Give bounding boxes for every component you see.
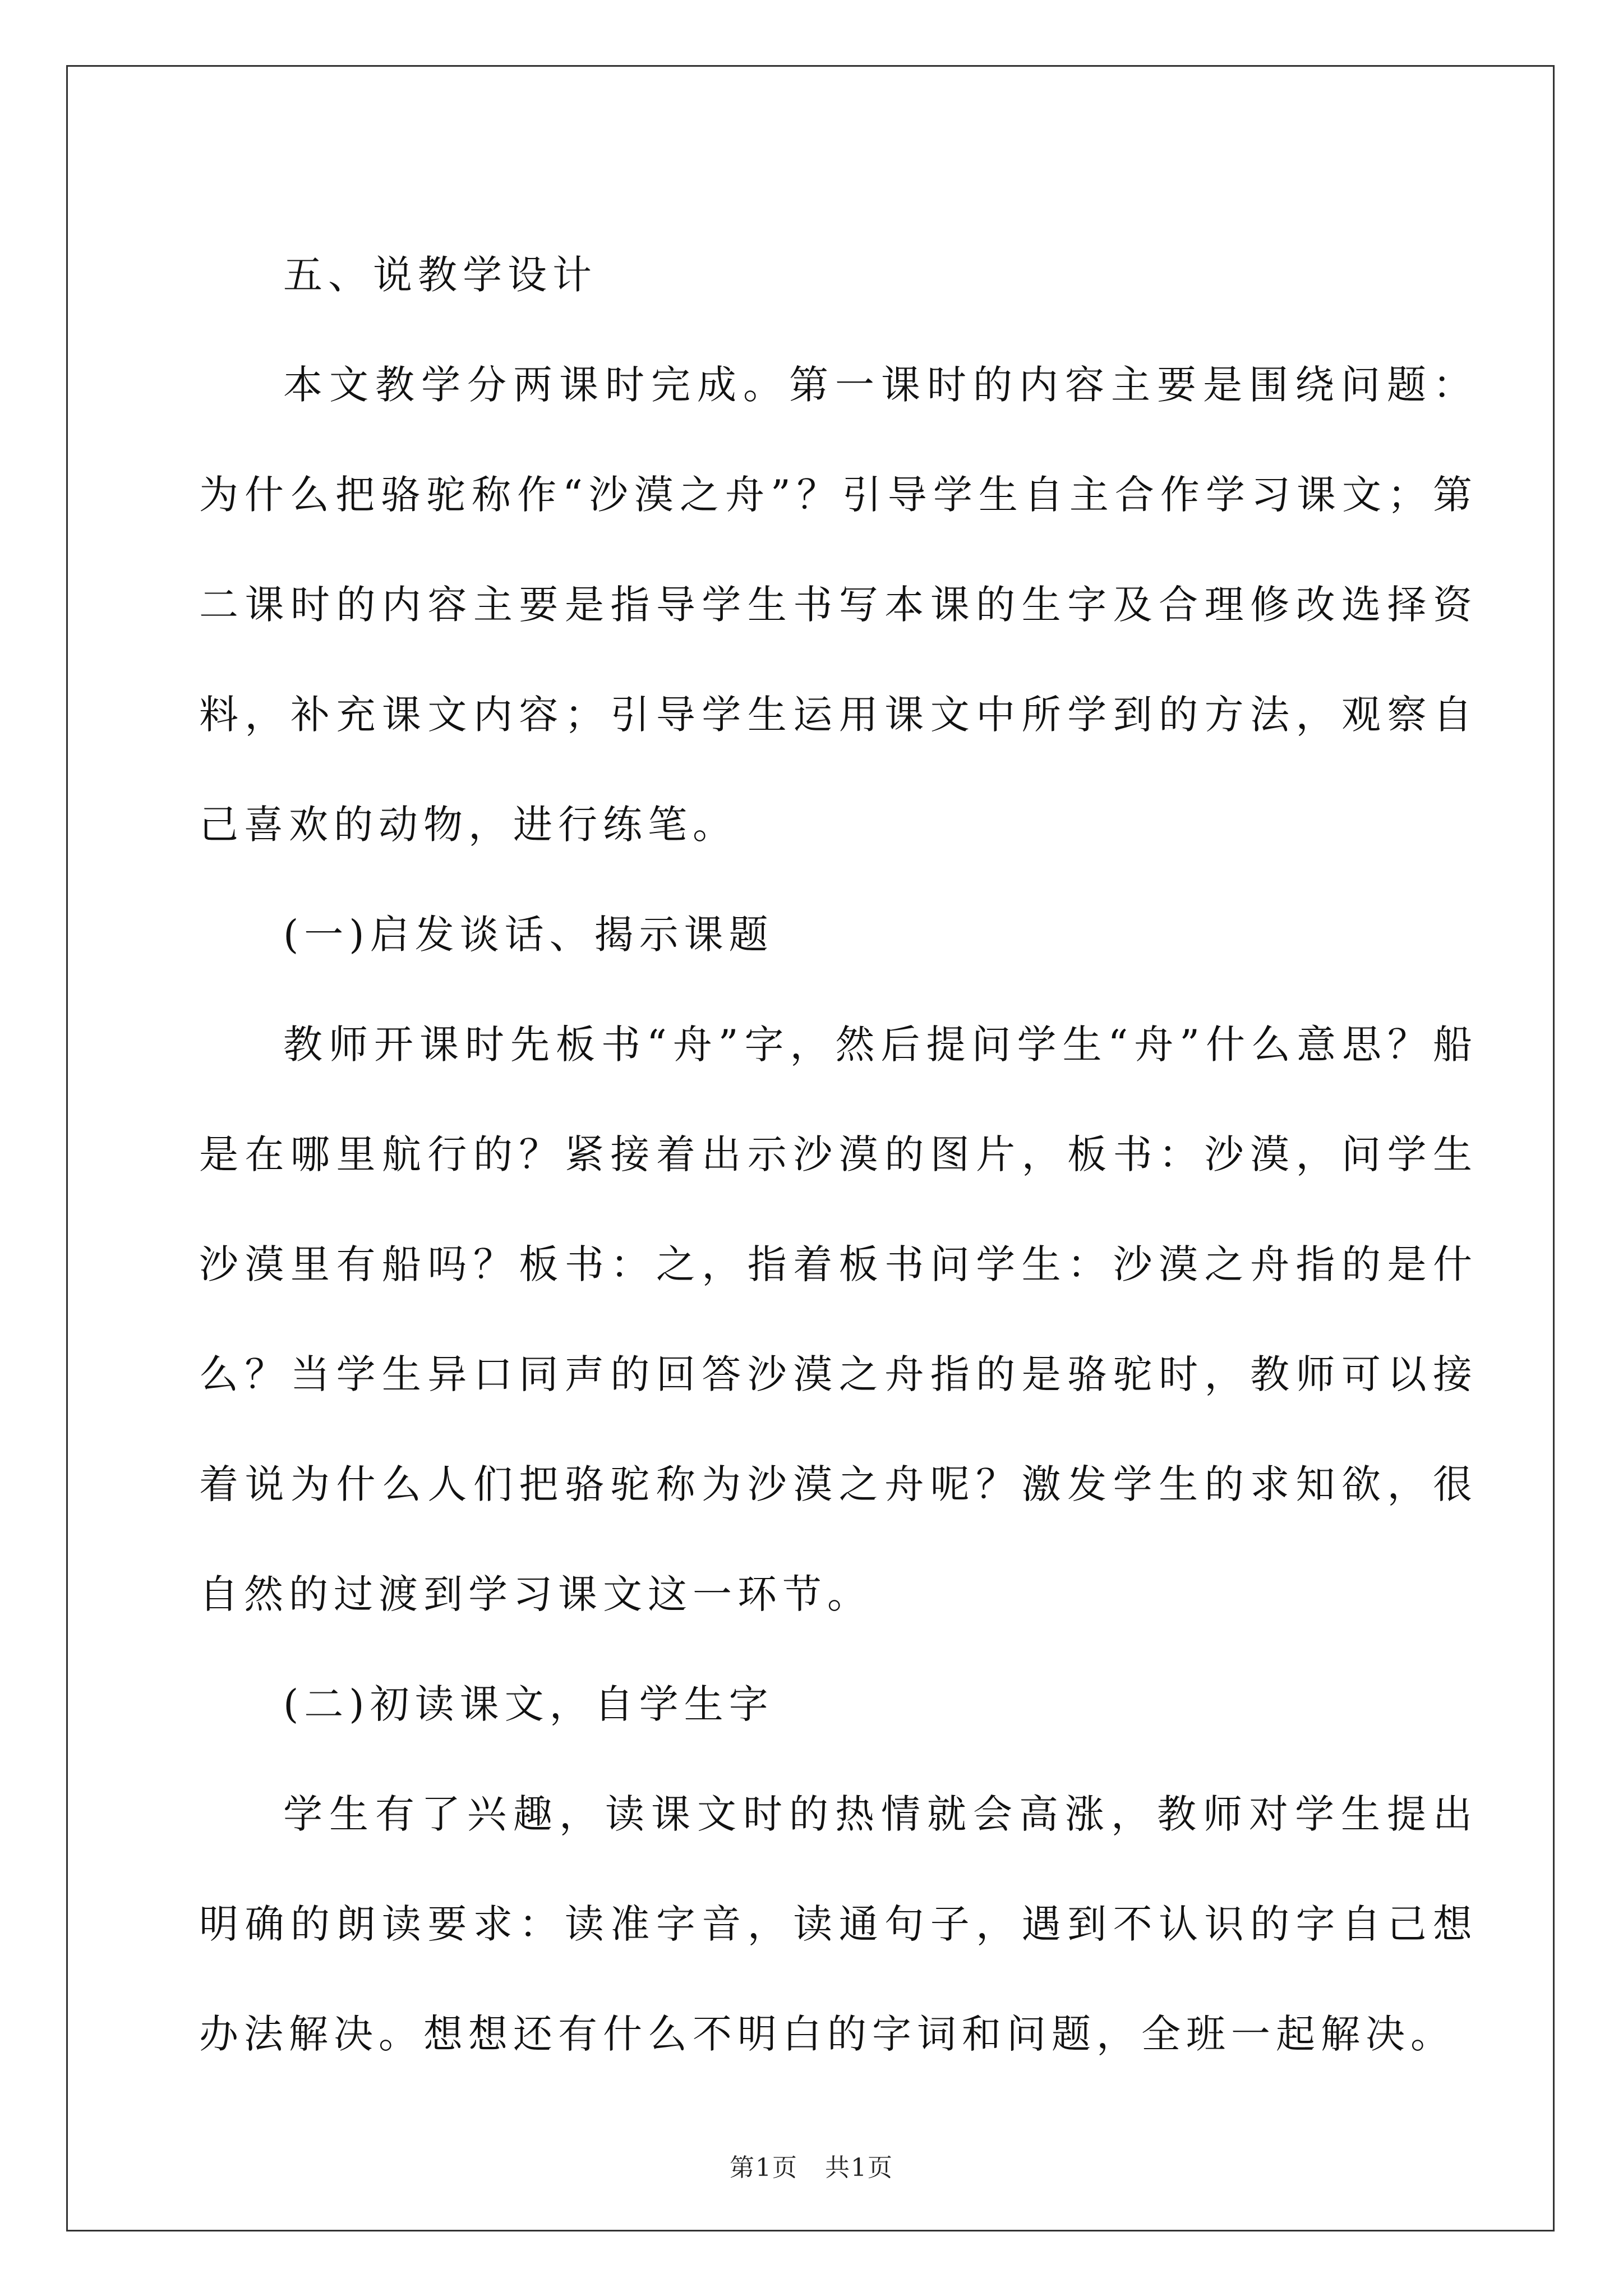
subheading-two: (二)初读课文，自学生字 [283, 1681, 774, 1727]
paragraph-intro: 教师开课时先板书“舟”字，然后提问学生“舟”什么意思？船是在哪里航行的？紧接着出示沙漠的图片，板书：沙漠，问学生沙漠里有船吗？板书：之，指着板书问学生：沙漠之舟指的是什么？当学生异口同声的回答沙漠之舟指的是骆驼时，教师可以接着说为什么人们把骆驼称为沙漠之舟呢？激发学生的求知欲，很自然的过渡到学习课文这一环节。 [199, 1022, 1478, 1617]
page-total: 共1页 [824, 2154, 893, 2182]
page-number: 第1页 [730, 2154, 799, 2182]
page-footer [0, 2147, 1623, 2183]
section-heading: 五、说教学设计 [283, 252, 597, 298]
paragraph-overview: 本文教学分两课时完成。第一课时的内容主要是围绕问题：为什么把骆驼称作“沙漠之舟”？引导学生自主合作学习课文；第二课时的内容主要是指导学生书写本课的生字及合理修改选择资料，补充课文内容；引导学生运用课文中所学到的方法，观察自己喜欢的动物，进行练笔。 [199, 362, 1478, 848]
paragraph-reading: 学生有了兴趣，读课文时的热情就会高涨，教师对学生提出明确的朗读要求：读准字音，读通句子，遇到不认识的字自己想办法解决。想想还有什么不明白的字词和问题，全班一起解决。 [199, 1791, 1478, 2057]
subheading-one: (一)启发谈话、揭示课题 [283, 912, 774, 958]
document-body [199, 220, 1478, 2089]
